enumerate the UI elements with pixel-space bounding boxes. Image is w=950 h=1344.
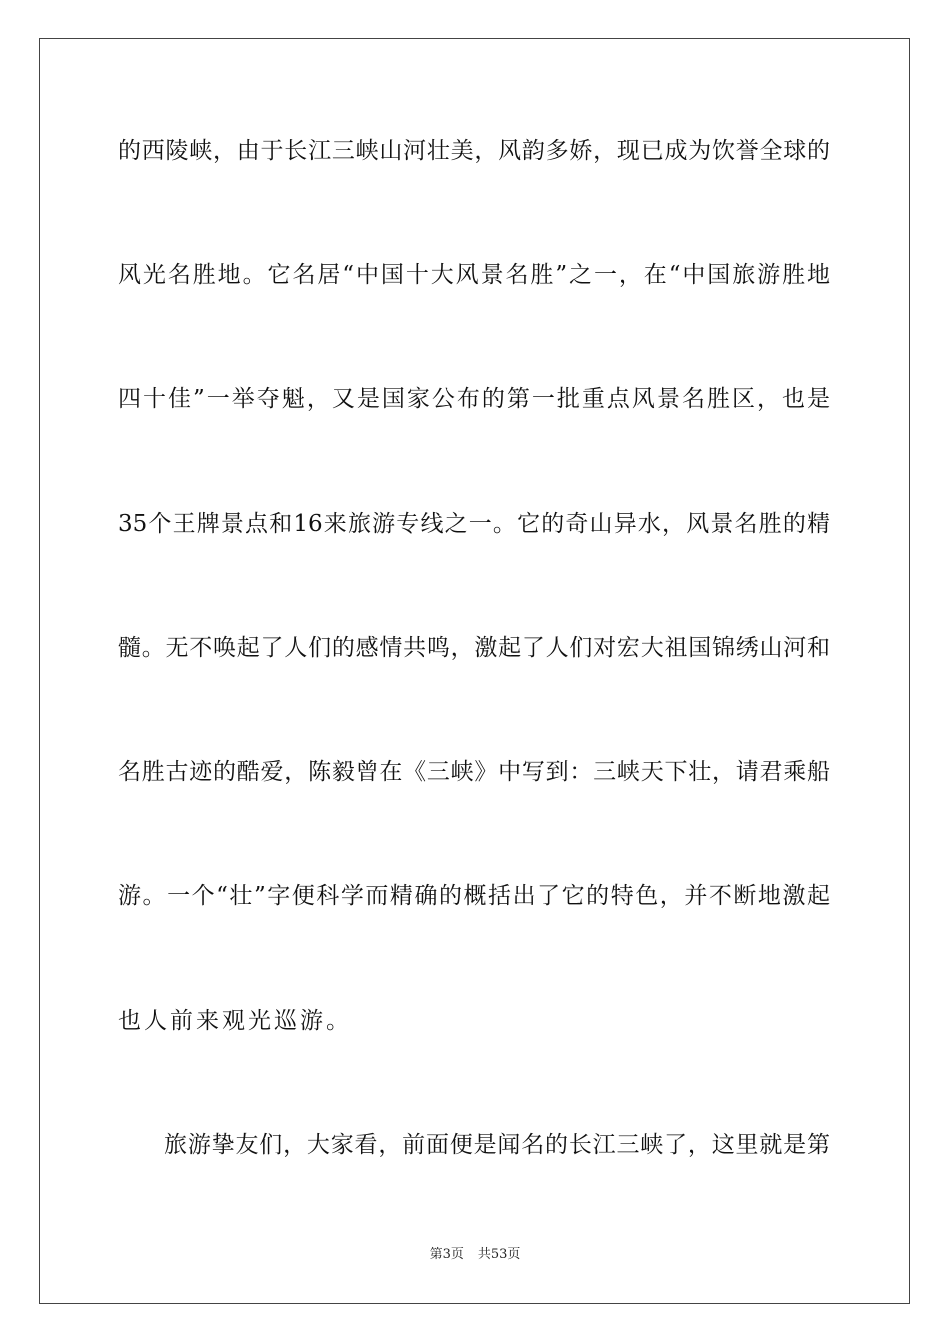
text-line-4: 35个王牌景点和16来旅游专线之一。它的奇山异水，风景名胜的精 (118, 511, 830, 537)
text-line-5: 髓。无不唤起了人们的感情共鸣，激起了人们对宏大祖国锦绣山河和 (118, 635, 830, 661)
page-border (39, 38, 910, 1304)
page-number: 第3页 (429, 1247, 464, 1262)
text-line-1: 的西陵峡，由于长江三峡山河壮美，风韵多娇，现已成为饮誉全球的 (118, 138, 830, 164)
text-line-2: 风光名胜地。它名居“中国十大风景名胜”之一，在“中国旅游胜地 (118, 262, 830, 288)
text-line-8: 也人前来观光巡游。 (118, 1008, 352, 1034)
page-footer (0, 1246, 950, 1264)
text-line-6: 名胜古迹的酷爱，陈毅曾在《三峡》中写到：三峡天下壮，请君乘船 (118, 759, 830, 785)
text-line-7: 游。一个“壮”字便科学而精确的概括出了它的特色，并不断地激起 (118, 883, 830, 909)
page-total: 共53页 (477, 1247, 521, 1262)
text-line-3: 四十佳”一举夺魁，又是国家公布的第一批重点风景名胜区，也是 (118, 386, 830, 412)
text-line-9: 旅游挚友们，大家看，前面便是闻名的长江三峡了，这里就是第 (164, 1132, 830, 1158)
